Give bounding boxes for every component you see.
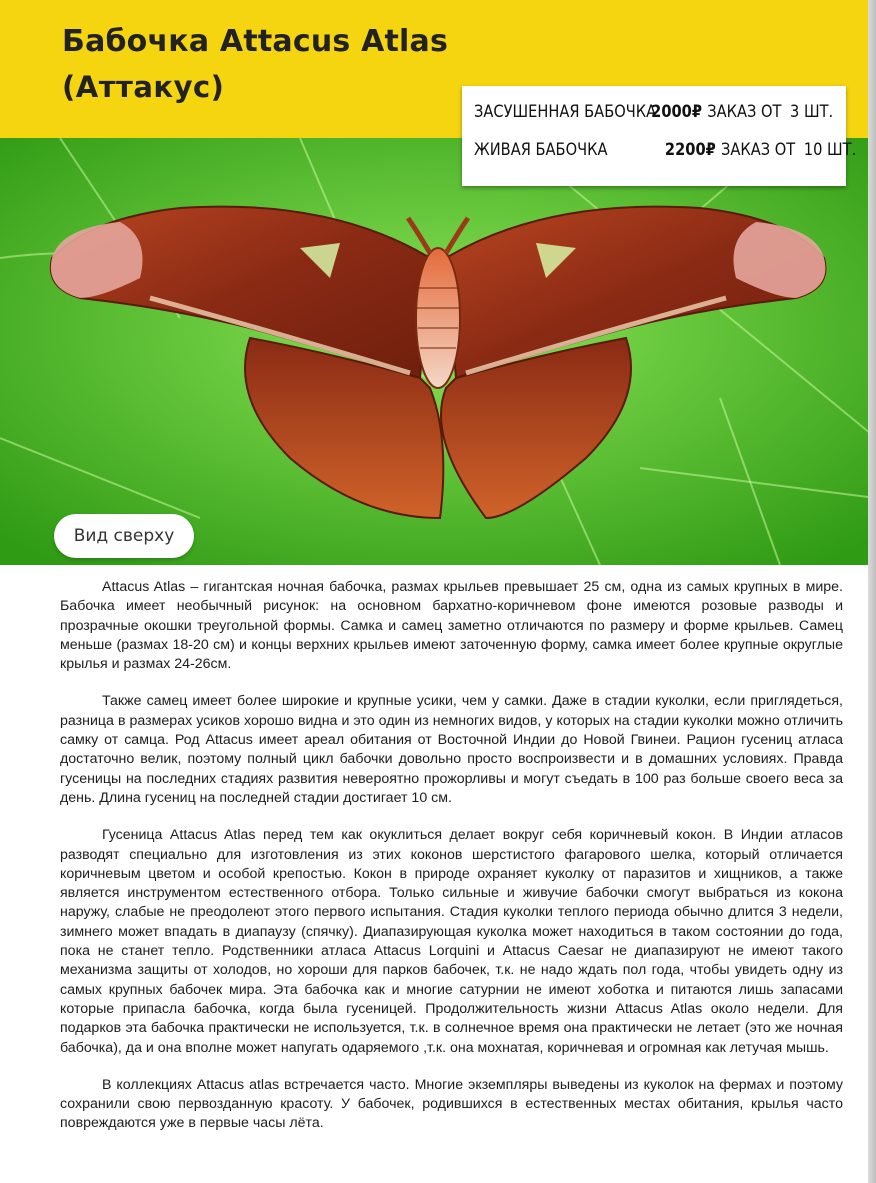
butterfly-illustration [0, 138, 876, 565]
order-quantity: 10 ШТ. [803, 140, 857, 160]
paragraph: Attacus Atlas – гигантская ночная бабочка, размах крыльев превышает 25 см, одна из самых крупных в мире. Бабочка имеет необычный рисунок: на основном бархатно-коричневом фоне имеются розовые разводы и прозрачные окошки треугольной формы. Самка и самец заметно отличаются по размеру и форме крыльев. Самец меньше (размах 18-20 см) и концы верхних крыльев имеют заточенную форму, самка имеет более крупные округлые крылья и размах 24-26см. [60, 579, 843, 673]
butterfly-body [416, 248, 460, 388]
page-title: Бабочка Attacus Atlas [62, 24, 449, 59]
article-body [60, 578, 843, 1152]
price-value: 2000 [651, 102, 692, 122]
price-list [462, 86, 857, 186]
currency-symbol: ₽ [705, 140, 716, 160]
price-item-name: ЖИВАЯ БАБОЧКА [474, 140, 608, 160]
page-edge [868, 0, 876, 1183]
view-label-badge: Вид сверху [54, 514, 194, 558]
order-quantity: 3 ШТ. [790, 102, 834, 122]
price-row-dried [474, 102, 833, 132]
price-item-name: ЗАСУШЕННАЯ БАБОЧКА [474, 102, 657, 122]
order-label: ЗАКАЗ ОТ [720, 140, 796, 160]
paragraph: Гусеница Attacus Atlas перед тем как окуклиться делает вокруг себя коричневый кокон. В Индии атласов разводят специально для изготовления из этих коконов шерстистого фагарового шелка, который отличается коричневым цветом и особой крепостью. Кокон в природе охраняет куколку от паразитов и хищников, а также является инструментом естественного отбора. Только сильные и живучие бабочки смогут выбраться из кокона наружу, слабые не преодолеют этого первого испытания. Стадия куколки теплого периода обычно длится 3 недели, зимнего может впадать в диапаузу (спячку). Диапазирующая куколка может находиться в таком состоянии до года, пока не станет тепло. Родственники атласа Attacus Lorquini и Attacus Caesar не диапазируют не имеют такого механизма защиты от холодов, но хороши для парков бабочек, т.к. не надо ждать пол года, чтобы увидеть одну из самых крупных бабочек мира. Эта бабочка как и многие сатурнии не имеют хоботка и питаются лишь запасами которые припасла бабочка, когда была гусеницей. Продолжительность жизни Attacus Atlas около недели. Для подарков эта бабочка практически не используется, т.к. в солнечное время она практически не летает (это же ночная бабочка), да и она вполне может напугать одаряемого ,т.к. она мохнатая, коричневая и огромная как летучая мышь. [60, 827, 843, 1056]
page-subtitle: (Аттакус) [62, 70, 225, 104]
order-label: ЗАКАЗ ОТ [707, 102, 782, 122]
paragraph: В коллекциях Attacus atlas встречается часто. Многие экземпляры выведены из куколок на фермах и поэтому сохранили свою первозданную красоту. У бабочек, родившихся в естественных местах обитания, крылья часто повреждаются уже в первые часы лёта. [60, 1076, 843, 1132]
butterfly-photo [0, 138, 876, 565]
currency-symbol: ₽ [691, 102, 703, 122]
paragraph: Также самец имеет более широкие и крупные усики, чем у самки. Даже в стадии куколки, если приглядеться, разница в размерах усиков хорошо видна и это один из немногих видов, у которых на стадии куколки можно отличить самку от самца. Род Attacus имеет ареал обитания от Восточной Индии до Новой Гвинеи. Рацион гусениц атласа достаточно велик, поэтому полный цикл бабочки довольно просто воспроизвести и в домашних условиях. Правда гусеницы на последних стадиях развития невероятно прожорливы и могут съедать в 100 раз больше своего веса за день. Длина гусениц на последней стадии достигает 10 см. [60, 693, 843, 806]
price-row-live [474, 140, 856, 170]
price-value: 2200 [664, 140, 706, 160]
